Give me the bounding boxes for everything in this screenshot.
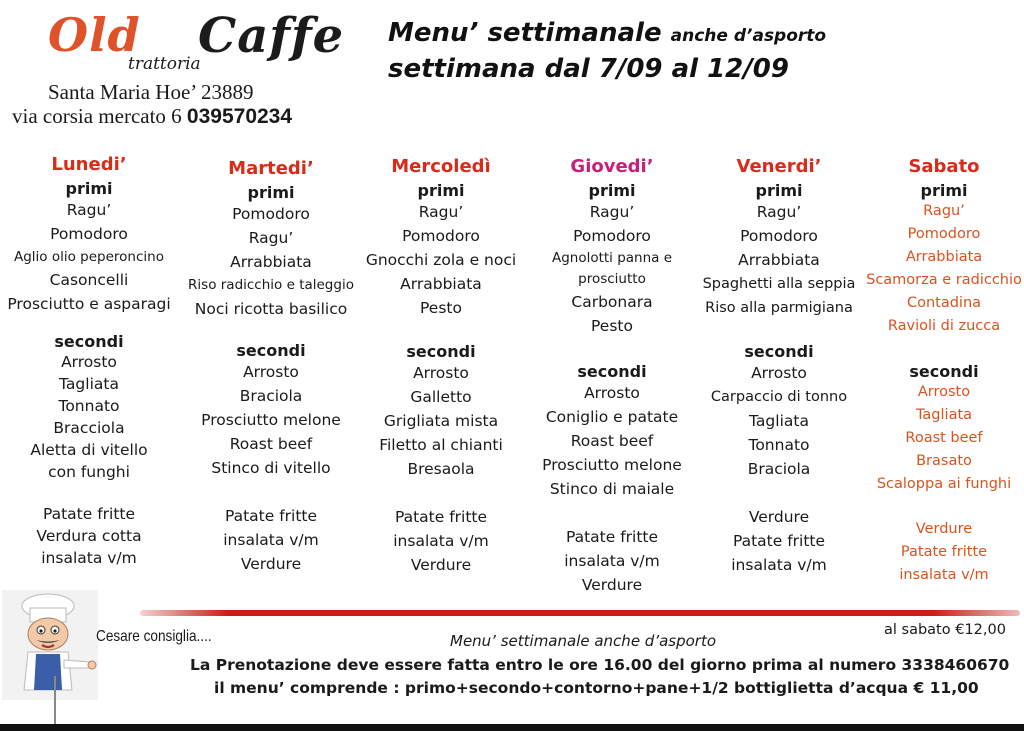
menu-item: Agnolotti panna e bbox=[551, 250, 673, 266]
menu-item: prosciutto bbox=[578, 271, 646, 287]
primi-heading: primi bbox=[755, 181, 803, 200]
bottom-border bbox=[0, 724, 1024, 731]
day-column-lunedi bbox=[0, 154, 178, 569]
secondi-heading: secondi bbox=[54, 332, 124, 351]
menu-item: Ragu’ bbox=[589, 203, 635, 221]
primi-heading: primi bbox=[588, 181, 636, 200]
asporto-note: Menu’ settimanale anche d’asporto bbox=[450, 632, 717, 650]
menu-item: Pesto bbox=[591, 317, 633, 335]
secondi-heading: secondi bbox=[744, 342, 814, 361]
menu-item: Verdure bbox=[581, 576, 643, 594]
menu-item: Arrosto bbox=[413, 364, 469, 382]
phone-number: 039570234 bbox=[186, 105, 293, 128]
menu-item: Contadina bbox=[906, 295, 982, 311]
menu-item: Grigliata mista bbox=[383, 412, 499, 430]
menu-item: Brasato bbox=[916, 453, 972, 469]
secondi-heading: secondi bbox=[406, 342, 476, 361]
menu-item: Patate fritte bbox=[900, 544, 988, 560]
menu-item: Carpaccio di tonno bbox=[710, 389, 848, 405]
menu-item: insalata v/m bbox=[731, 556, 827, 574]
menu-item: Tagliata bbox=[59, 375, 119, 393]
menu-item: Roast beef bbox=[570, 432, 654, 450]
menu-item: Ragu’ bbox=[756, 203, 802, 221]
cesare-consiglia: Cesare consiglia.... bbox=[96, 628, 212, 645]
menu-title bbox=[388, 18, 826, 48]
menu-item: insalata v/m bbox=[899, 567, 989, 583]
menu-item: Noci ricotta basilico bbox=[194, 300, 348, 318]
menu-item: Verdure bbox=[240, 555, 302, 573]
menu-item: Ragu’ bbox=[248, 229, 294, 247]
menu-item: Verdura cotta bbox=[36, 527, 142, 545]
menu-item: Bracciola bbox=[53, 419, 125, 437]
menu-item: Riso radicchio e taleggio bbox=[188, 277, 354, 293]
menu-week-range: settimana dal 7/09 al 12/09 bbox=[388, 54, 789, 84]
menu-item: Roast beef bbox=[905, 430, 983, 446]
menu-item: Patate fritte bbox=[565, 528, 659, 546]
menu-item: Carbonara bbox=[571, 293, 653, 311]
day-column-martedi bbox=[180, 158, 362, 576]
menu-title-main: Menu’ settimanale bbox=[388, 18, 662, 48]
menu-item: Ragu’ bbox=[66, 201, 112, 219]
menu-item: Arrabbiata bbox=[400, 275, 482, 293]
address-line: Santa Maria Hoe’ 23889 bbox=[48, 80, 254, 104]
menu-item: Arrosto bbox=[61, 353, 117, 371]
menu-item: Ravioli di zucca bbox=[887, 318, 1001, 334]
menu-item: Spaghetti alla seppia bbox=[702, 276, 856, 292]
day-column-mercoledi bbox=[356, 156, 526, 577]
menu-item: Arrabbiata bbox=[738, 251, 820, 269]
menu-item: Tagliata bbox=[749, 412, 809, 430]
secondi-heading: secondi bbox=[236, 341, 306, 360]
menu-item: Stinco di vitello bbox=[211, 459, 331, 477]
menu-item: Patate fritte bbox=[732, 532, 826, 550]
menu-item: Tagliata bbox=[915, 407, 973, 423]
menu-item: Scaloppa ai funghi bbox=[876, 476, 1012, 492]
day-name: Sabato bbox=[908, 156, 980, 177]
sabato-price: al sabato €12,00 bbox=[884, 622, 1006, 638]
menu-item: Aletta di vitello bbox=[30, 441, 148, 459]
menu-item: Pesto bbox=[420, 299, 462, 317]
menu-item: Verdure bbox=[410, 556, 472, 574]
day-name: Venerdi’ bbox=[736, 156, 822, 177]
menu-includes-note: il menu’ comprende : primo+secondo+contorno+pane+1/2 bottiglietta d’acqua € 11,00 bbox=[214, 679, 979, 697]
primi-heading: primi bbox=[247, 183, 295, 202]
menu-item: Scamorza e radicchio bbox=[866, 272, 1022, 288]
menu-title-asporto: anche d’asporto bbox=[670, 26, 827, 46]
menu-item: Filetto al chianti bbox=[379, 436, 503, 454]
menu-item: Arrabbiata bbox=[905, 249, 983, 265]
primi-heading: primi bbox=[65, 179, 113, 198]
menu-item: Patate fritte bbox=[224, 507, 318, 525]
menu-item: Galletto bbox=[410, 388, 472, 406]
menu-item: Ragu’ bbox=[923, 203, 965, 219]
menu-item: Prosciutto e asparagi bbox=[7, 295, 171, 313]
day-column-sabato bbox=[864, 156, 1024, 587]
primi-heading: primi bbox=[920, 181, 968, 200]
menu-item: Pomodoro bbox=[402, 227, 480, 245]
menu-item: Riso alla parmigiana bbox=[705, 300, 853, 316]
menu-item: Stinco di maiale bbox=[549, 480, 675, 498]
menu-item: Tonnato bbox=[58, 397, 120, 415]
menu-item: Braciola bbox=[747, 460, 811, 478]
menu-item: Arrosto bbox=[751, 364, 807, 382]
menu-item: Bresaola bbox=[407, 460, 475, 478]
menu-item: Prosciutto melone bbox=[542, 456, 682, 474]
day-name: Lunedi’ bbox=[51, 154, 127, 175]
day-column-venerdi bbox=[696, 156, 862, 577]
secondi-heading: secondi bbox=[909, 362, 979, 381]
menu-item: Ragu’ bbox=[418, 203, 464, 221]
menu-item: insalata v/m bbox=[41, 549, 137, 567]
menu-item: Braciola bbox=[239, 387, 303, 405]
day-name: Mercoledì bbox=[391, 156, 491, 177]
street-address: via corsia mercato 6 bbox=[12, 104, 182, 128]
red-divider bbox=[140, 610, 1020, 616]
day-name: Martedi’ bbox=[228, 158, 314, 179]
primi-heading: primi bbox=[417, 181, 465, 200]
menu-item: Aglio olio peperoncino bbox=[14, 249, 164, 265]
day-name: Giovedi’ bbox=[570, 156, 654, 177]
menu-item: insalata v/m bbox=[223, 531, 319, 549]
menu-item: Coniglio e patate bbox=[545, 408, 679, 426]
menu-item: insalata v/m bbox=[393, 532, 489, 550]
menu-item: Verdure bbox=[915, 521, 973, 537]
pointer-line bbox=[54, 676, 56, 731]
menu-item: Casoncelli bbox=[49, 271, 129, 289]
menu-item: Pomodoro bbox=[740, 227, 818, 245]
menu-item: con funghi bbox=[48, 463, 130, 481]
menu-item: Gnocchi zola e noci bbox=[365, 251, 517, 269]
menu-item: insalata v/m bbox=[564, 552, 660, 570]
street-phone-line bbox=[12, 104, 292, 129]
menu-item: Arrosto bbox=[584, 384, 640, 402]
menu-item: Pomodoro bbox=[573, 227, 651, 245]
menu-item: Patate fritte bbox=[42, 505, 136, 523]
secondi-heading: secondi bbox=[577, 362, 647, 381]
logo-trattoria-text: trattoria bbox=[128, 54, 201, 74]
logo-old-text: Old bbox=[48, 8, 141, 62]
prenotazione-note: La Prenotazione deve essere fatta entro le ore 16.00 del giorno prima al numero 3338460670 bbox=[190, 656, 1010, 674]
menu-item: Roast beef bbox=[229, 435, 313, 453]
menu-item: Patate fritte bbox=[394, 508, 488, 526]
menu-item: Verdure bbox=[748, 508, 810, 526]
logo-caffe-text: Caffe bbox=[198, 8, 345, 64]
menu-item: Arrosto bbox=[917, 384, 971, 400]
menu-item: Arrosto bbox=[243, 363, 299, 381]
menu-item: Tonnato bbox=[748, 436, 810, 454]
menu-item: Arrabbiata bbox=[230, 253, 312, 271]
chef-illustration bbox=[2, 590, 98, 700]
menu-item: Pomodoro bbox=[907, 226, 981, 242]
menu-item: Prosciutto melone bbox=[201, 411, 341, 429]
day-column-giovedi bbox=[528, 156, 696, 597]
menu-item: Pomodoro bbox=[50, 225, 128, 243]
menu-item: Pomodoro bbox=[232, 205, 310, 223]
